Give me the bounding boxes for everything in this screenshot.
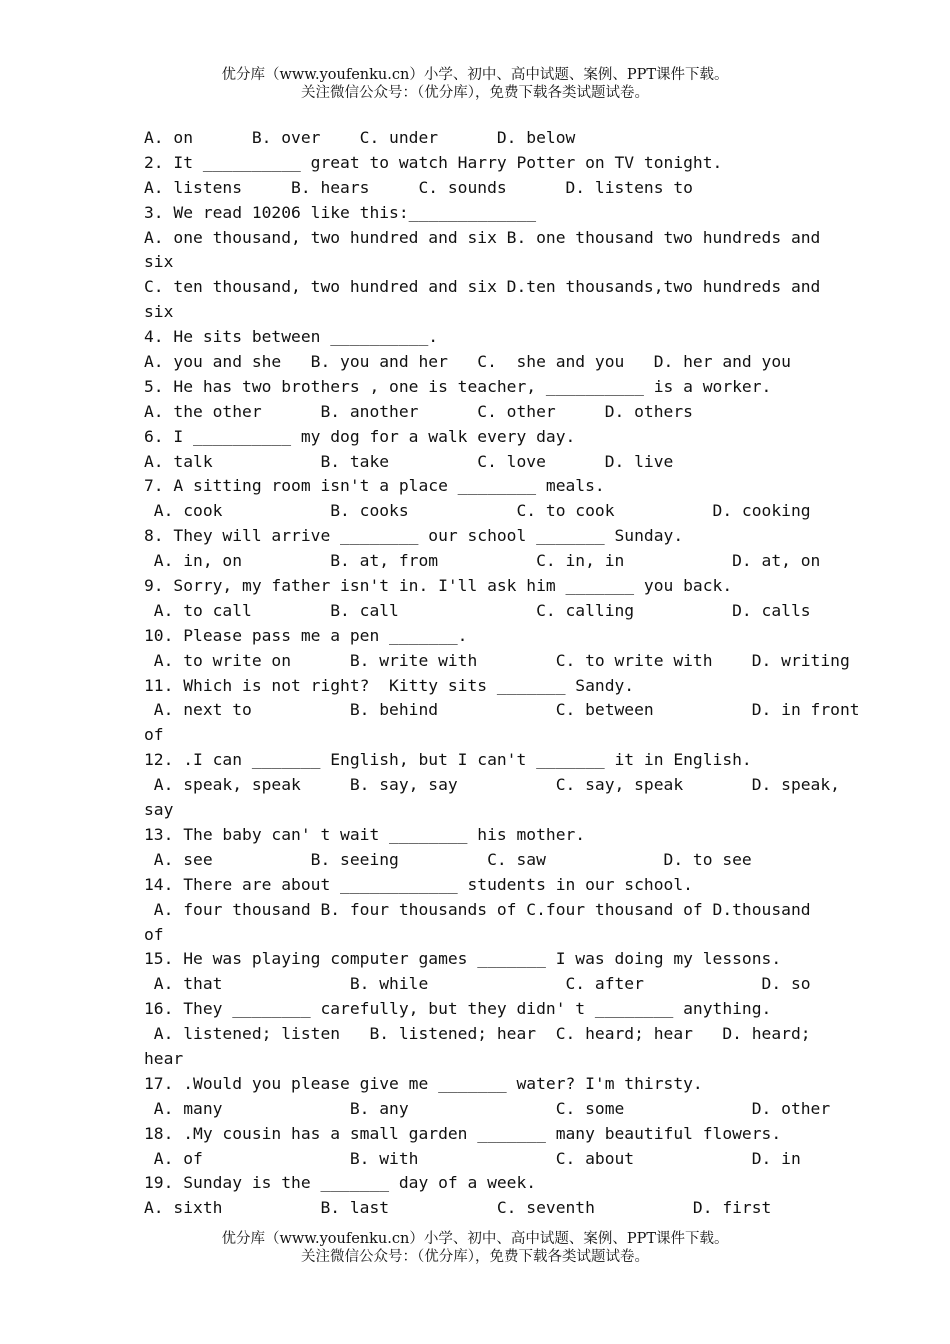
text-line: 4. He sits between __________. <box>144 327 439 347</box>
text-line: 11. Which is not right? Kitty sits _______ Sandy. <box>144 675 635 695</box>
text-line: A. listened; listen B. listened; hear C. heard; hear D. heard; <box>144 1024 811 1044</box>
text-line: 19. Sunday is the _______ day of a week. <box>144 1173 537 1193</box>
text-line: hear <box>144 1048 184 1068</box>
text-line: 15. He was playing computer games _______ I was doing my lessons. <box>144 949 782 969</box>
footer-line-2: 关注微信公众号：（优分库），免费下载各类试题试卷。 <box>301 1249 649 1265</box>
quiz-content <box>144 126 860 1221</box>
text-line: A. that B. while C. after D. so <box>144 974 811 994</box>
page-footer <box>0 1230 950 1266</box>
text-line: 13. The baby can' t wait ________ his mother. <box>144 824 586 844</box>
text-line: A. the other B. another C. other D. others <box>144 401 693 421</box>
text-line: A. in, on B. at, from C. in, in D. at, on <box>144 551 821 571</box>
text-line: 18. .My cousin has a small garden _______ many beautiful flowers. <box>144 1123 782 1143</box>
text-line: A. to call B. call C. calling D. calls <box>144 600 811 620</box>
text-line: six <box>144 252 174 272</box>
text-line: say <box>144 800 174 820</box>
text-line: A. to write on B. write with C. to write with D. writing <box>144 650 850 670</box>
page-header <box>0 66 950 102</box>
text-line: A. talk B. take C. love D. live <box>144 451 674 471</box>
text-line: 6. I __________ my dog for a walk every day. <box>144 426 576 446</box>
text-line: 3. We read 10206 like this:_____________ <box>144 202 537 222</box>
text-line: A. you and she B. you and her C. she and you D. her and you <box>144 352 791 372</box>
text-line: A. many B. any C. some D. other <box>144 1098 831 1118</box>
text-line: A. see B. seeing C. saw D. to see <box>144 849 752 869</box>
text-line: 14. There are about ____________ students in our school. <box>144 874 693 894</box>
text-line: of <box>144 725 164 745</box>
header-line-1: 优分库（www.youfenku.cn）小学、初中、高中试题、案例、PPT课件下载。 <box>221 67 729 83</box>
text-line: 10. Please pass me a pen _______. <box>144 625 468 645</box>
text-line: 16. They ________ carefully, but they didn' t ________ anything. <box>144 999 772 1019</box>
text-line: 7. A sitting room isn't a place ________ meals. <box>144 476 605 496</box>
text-line: A. next to B. behind C. between D. in front <box>144 700 860 720</box>
text-line: A. on B. over C. under D. below <box>144 128 576 147</box>
text-line: A. listens B. hears C. sounds D. listens to <box>144 177 693 197</box>
text-line: 17. .Would you please give me _______ water? I'm thirsty. <box>144 1073 703 1093</box>
header-line-2: 关注微信公众号：（优分库），免费下载各类试题试卷。 <box>301 85 649 101</box>
text-line: 9. Sorry, my father isn't in. I'll ask him _______ you back. <box>144 576 733 596</box>
text-line: A. one thousand, two hundred and six B. one thousand two hundreds and <box>144 227 821 247</box>
text-line: A. speak, speak B. say, say C. say, speak D. speak, <box>144 775 840 795</box>
text-line: C. ten thousand, two hundred and six D.ten thousands,two hundreds and <box>144 277 821 297</box>
text-line: 2. It __________ great to watch Harry Potter on TV tonight. <box>144 152 723 172</box>
text-line: A. cook B. cooks C. to cook D. cooking <box>144 501 811 521</box>
text-line: six <box>144 302 174 322</box>
text-line: 5. He has two brothers , one is teacher, __________ is a worker. <box>144 376 772 396</box>
text-line: 12. .I can _______ English, but I can't _______ it in English. <box>144 750 752 770</box>
text-line: A. sixth B. last C. seventh D. first <box>144 1198 772 1218</box>
text-line: of <box>144 924 164 944</box>
footer-line-1: 优分库（www.youfenku.cn）小学、初中、高中试题、案例、PPT课件下载。 <box>221 1231 729 1247</box>
text-line: A. four thousand B. four thousands of C.four thousand of D.thousand <box>144 899 811 919</box>
text-line: 8. They will arrive ________ our school _______ Sunday. <box>144 526 684 546</box>
text-line: A. of B. with C. about D. in <box>144 1148 801 1168</box>
